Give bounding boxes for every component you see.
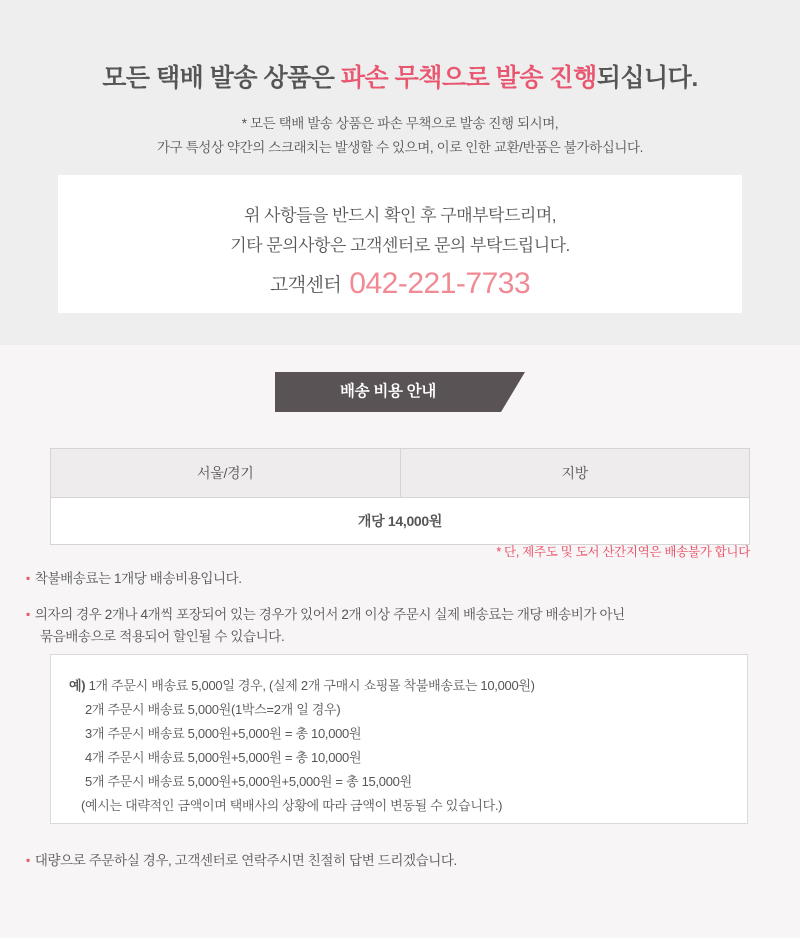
shipping-cost-section: [0, 345, 800, 938]
example-tag: 예): [69, 678, 86, 693]
bullet-dot-icon: ▪: [26, 607, 30, 621]
bullet-item-2: [26, 603, 625, 648]
table-header-province: 지방: [400, 449, 750, 498]
customer-center-phone[interactable]: 042-221-7733: [349, 267, 531, 300]
bullet-dot-icon: ▪: [26, 571, 30, 585]
table-row: [51, 498, 750, 545]
ribbon-label: 배송 비용 안내: [339, 383, 437, 400]
bullet-dot-icon: ▪: [26, 853, 30, 867]
notice-line-1: 위 사항들을 반드시 확인 후 구매부탁드리며,: [244, 206, 556, 225]
ribbon-tail-icon: [501, 372, 525, 412]
page-headline: [0, 58, 800, 94]
headline-prefix: 모든 택배 발송 상품은: [102, 64, 341, 92]
example-box: [50, 654, 748, 824]
table-header-seoul: 서울/경기: [51, 449, 401, 498]
jeju-restriction-note: * 단, 제주도 및 도서 산간지역은 배송불가 합니다: [496, 545, 750, 559]
example-row-3: 3개 주문시 배송료 5,000원+5,000원 = 총 10,000원: [85, 726, 362, 741]
example-row-6: (예시는 대략적인 금액이며 택배사의 상황에 따라 금액이 변동될 수 있습니다.): [81, 798, 503, 813]
example-row-1: [69, 675, 535, 694]
bullet-text-3: 대량으로 주문하실 경우, 고객센터로 연락주시면 친절히 답변 드리겠습니다.: [34, 853, 457, 868]
customer-center-label: 고객센터: [269, 275, 342, 296]
bullet-text-1: 착불배송료는 1개당 배송비용입니다.: [34, 571, 242, 586]
shipping-fee-table: [50, 448, 750, 545]
table-header-row: [51, 449, 750, 498]
customer-center: [58, 267, 742, 301]
headline-suffix: 되십니다.: [596, 64, 698, 92]
sub-note-line-2: 가구 특성상 약간의 스크래치는 발생할 수 있으며, 이로 인한 교환/반품은 불가하십니다.: [157, 140, 643, 155]
notice-white-box: [58, 175, 742, 313]
bullet-text-2-continued: 묶음배송으로 적용되어 할인될 수 있습니다.: [40, 629, 285, 644]
top-notice-panel: [0, 0, 800, 345]
sub-note-line-1: * 모든 택배 발송 상품은 파손 무책으로 발송 진행 되시며,: [241, 116, 559, 131]
example-row-4: 4개 주문시 배송료 5,000원+5,000원 = 총 10,000원: [85, 750, 362, 765]
table-cell-fee: 개당 14,000원: [51, 498, 750, 545]
notice-line-2: 기타 문의사항은 고객센터로 문의 부탁드립니다.: [230, 236, 570, 255]
section-ribbon: [275, 372, 525, 412]
example-row-2: 2개 주문시 배송료 5,000원(1박스=2개 일 경우): [85, 702, 341, 717]
bullet-item-1: [26, 567, 242, 590]
bullet-item-3: [26, 849, 457, 872]
headline-accent: 파손 무책으로 발송 진행: [340, 64, 597, 92]
sub-note: [0, 112, 800, 160]
bullet-text-2: 의자의 경우 2개나 4개씩 포장되어 있는 경우가 있어서 2개 이상 주문시 실제 배송료는 개당 배송비가 아닌: [34, 607, 625, 622]
example-text-1: 1개 주문시 배송료 5,000일 경우, (실제 2개 구매시 쇼핑몰 착불배송료는 10,000원): [88, 678, 535, 693]
example-row-5: 5개 주문시 배송료 5,000원+5,000원+5,000원 = 총 15,000원: [85, 774, 412, 789]
